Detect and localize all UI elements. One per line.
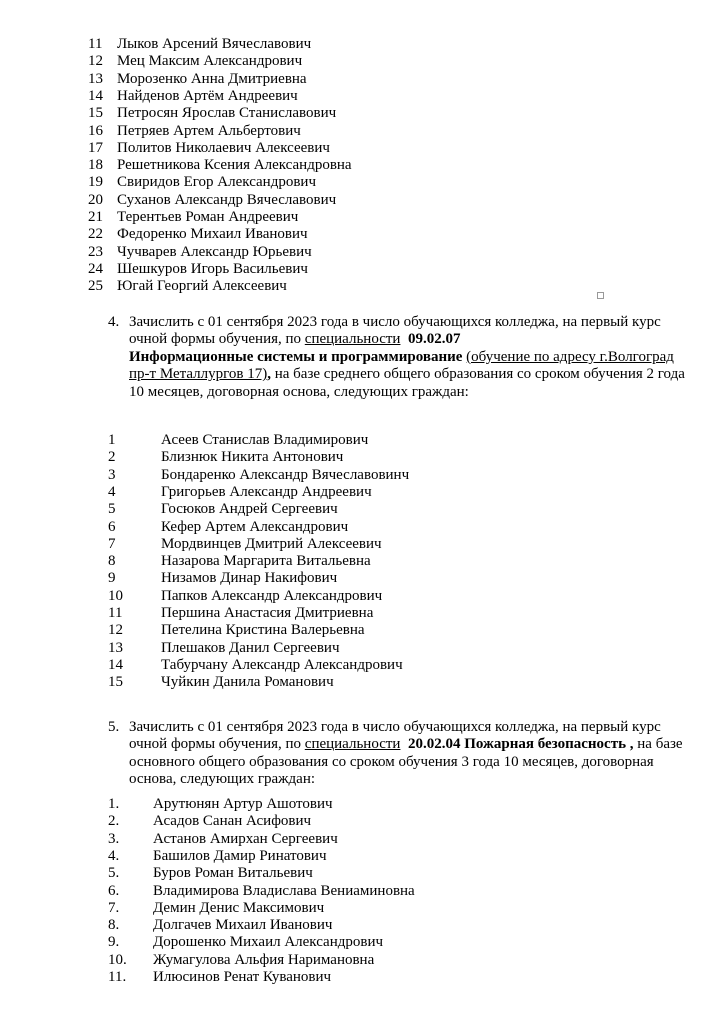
list-item	[0, 87, 723, 105]
student-name: Петросян Ярослав Станиславович	[117, 105, 337, 122]
list-item	[0, 916, 723, 934]
list-number: 7	[108, 535, 116, 552]
list-number: 1.	[108, 796, 120, 812]
student-name: Папков Александр Александрович	[161, 587, 383, 604]
student-name: Илюсинов Ренат Куванович	[153, 969, 332, 985]
student-name: Асеев Станислав Владимирович	[161, 432, 369, 448]
list-item	[0, 518, 723, 536]
list-item	[0, 812, 723, 830]
list-item	[0, 35, 723, 53]
list-number: 8	[108, 553, 116, 570]
list-number: 13	[108, 639, 123, 656]
student-name: Григорьев Александр Андреевич	[161, 483, 372, 500]
list-number: 14	[108, 656, 123, 673]
specialty-code-name: 20.02.04 Пожарная безопасность ,	[407, 736, 634, 753]
list-item	[0, 933, 723, 951]
list-number: 11	[88, 36, 103, 52]
list-item	[0, 500, 723, 518]
specialty-name: Информационные системы и программирование	[129, 348, 463, 365]
list-item	[0, 139, 723, 157]
list-item	[0, 951, 723, 969]
list-number: 11	[108, 605, 123, 621]
list-item	[0, 864, 723, 882]
list-number: 18	[88, 157, 103, 174]
student-name: Мордвинцев Дмитрий Алексеевич	[161, 535, 382, 552]
list-number: 20	[88, 191, 103, 208]
list-item	[0, 587, 723, 605]
list-item	[0, 968, 723, 986]
list-item	[0, 277, 723, 295]
list-number: 6.	[108, 882, 120, 899]
list-item	[0, 448, 723, 466]
student-name: Югай Георгий Алексеевич	[117, 278, 287, 295]
list-item	[0, 191, 723, 209]
list-number: 5.	[108, 865, 120, 882]
list-number: 24	[88, 260, 103, 277]
list-number: 3	[108, 466, 116, 483]
list-number: 16	[88, 122, 103, 139]
list-number: 7.	[108, 899, 120, 916]
list-item	[0, 243, 723, 261]
list-item	[0, 882, 723, 900]
student-name: Кефер Артем Александрович	[161, 518, 349, 535]
list-number: 11.	[108, 969, 127, 985]
student-name: Морозенко Анна Дмитриевна	[117, 70, 307, 87]
list-number: 10.	[108, 951, 127, 968]
student-name: Близнюк Никита Антонович	[161, 449, 344, 466]
list-number: 12	[88, 53, 103, 70]
list-number: 14	[88, 87, 103, 104]
list-number: 8.	[108, 917, 120, 934]
list-item	[0, 621, 723, 639]
list-number: 4.	[108, 847, 120, 864]
student-name: Чуйкин Данила Романович	[161, 674, 334, 691]
student-name: Першина Анастасия Дмитриевна	[161, 605, 374, 621]
list-number: 12	[108, 622, 123, 639]
list-item	[0, 604, 723, 622]
student-name: Башилов Дамир Ринатович	[153, 847, 327, 864]
list-number: 1	[108, 432, 116, 448]
list-number: 6	[108, 518, 116, 535]
list-item	[0, 173, 723, 191]
list-item	[0, 673, 723, 691]
student-name: Свиридов Егор Александрович	[117, 174, 316, 191]
student-name: Назарова Маргарита Витальевна	[161, 553, 371, 570]
list-item	[0, 156, 723, 174]
section-5-paragraph: Зачислить с 01 сентября 2023 года в число обучающихся колледжа, на первый курс очной формы обучения, по специальности 20.02.04 Пожарная безопасность , на базе основного общего образования со сроком обучения 3 года 10 месяцев, договорная основа, следующих граждан:	[129, 719, 683, 788]
list-item	[0, 483, 723, 501]
list-number: 22	[88, 226, 103, 243]
list-number: 13	[88, 70, 103, 87]
list-item	[0, 569, 723, 587]
student-name: Петелина Кристина Валерьевна	[161, 622, 365, 639]
student-name: Госюков Андрей Сергеевич	[161, 501, 338, 518]
list-item	[0, 208, 723, 226]
student-name: Арутюнян Артур Ашотович	[153, 796, 333, 812]
student-name: Шешкуров Игорь Васильевич	[117, 260, 308, 277]
student-name: Астанов Амирхан Сергеевич	[153, 830, 338, 847]
list-number: 5	[108, 501, 116, 518]
list-number: 23	[88, 243, 103, 260]
student-name: Найденов Артём Андреевич	[117, 87, 298, 104]
student-name: Низамов Динар Накифович	[161, 570, 338, 587]
list-item	[0, 656, 723, 674]
section-4-paragraph: Зачислить с 01 сентября 2023 года в число обучающихся колледжа, на первый курс очной формы обучения, по специальности 09.02.07 Информационные системы и программирование (обучение по адресу г.Волгоград пр-т Металлургов 17), на базе среднего общего образования со сроком обучения 2 года 10 месяцев, договорная основа, следующих граждан:	[129, 314, 685, 400]
list-item	[0, 260, 723, 278]
specialty-code: 09.02.07	[407, 331, 461, 348]
student-name: Петряев Артем Альбертович	[117, 122, 301, 139]
study-address: (обучение по адресу г.Волгоград пр-т Металлургов 17)	[129, 348, 674, 383]
list-number: 9	[108, 570, 116, 587]
list-number: 15	[108, 674, 123, 691]
section-5-number: 5.	[108, 719, 120, 735]
student-name: Лыков Арсений Вячеславович	[117, 36, 312, 52]
specialty-label: специальности	[304, 331, 401, 348]
list-item	[0, 225, 723, 243]
student-name: Мец Максим Александрович	[117, 53, 303, 70]
student-name: Бондаренко Александр Вячеславовинч	[161, 466, 410, 483]
list-item	[0, 899, 723, 917]
list-number: 25	[88, 278, 103, 295]
list-number: 2.	[108, 813, 120, 830]
student-name: Демин Денис Максимович	[153, 899, 325, 916]
list-number: 10	[108, 587, 123, 604]
student-name: Жумагулова Альфия Наримановна	[153, 951, 375, 968]
list-item	[0, 104, 723, 122]
student-name: Табурчану Александр Александрович	[161, 656, 403, 673]
student-name: Терентьев Роман Андреевич	[117, 209, 299, 225]
list-item	[0, 52, 723, 70]
list-number: 19	[88, 174, 103, 191]
list-item	[0, 795, 723, 813]
student-name: Решетникова Ксения Александровна	[117, 157, 352, 174]
list-item	[0, 431, 723, 449]
list-item	[0, 70, 723, 88]
paragraph-mark-icon	[597, 292, 604, 299]
student-name: Асадов Санан Асифович	[153, 813, 312, 830]
list-number: 17	[88, 139, 103, 156]
student-name: Плешаков Данил Сергеевич	[161, 639, 340, 656]
list-number: 15	[88, 105, 103, 122]
student-name: Буров Роман Витальевич	[153, 865, 313, 882]
student-name: Политов Николаевич Алексеевич	[117, 139, 330, 156]
list-number: 3.	[108, 830, 120, 847]
specialty-label: специальности	[304, 736, 401, 753]
student-name: Дорошенко Михаил Александрович	[153, 934, 384, 951]
list-item	[0, 552, 723, 570]
student-name: Суханов Александр Вячеславович	[117, 191, 337, 208]
list-item	[0, 847, 723, 865]
list-item	[0, 535, 723, 553]
list-number: 4	[108, 483, 116, 500]
list-number: 2	[108, 449, 116, 466]
section-4-number: 4.	[108, 314, 120, 330]
list-number: 9.	[108, 934, 120, 951]
student-name: Чучварев Александр Юрьевич	[117, 243, 312, 260]
list-item	[0, 122, 723, 140]
list-number: 21	[88, 209, 103, 225]
list-item	[0, 466, 723, 484]
student-name: Федоренко Михаил Иванович	[117, 226, 308, 243]
list-item	[0, 830, 723, 848]
student-name: Владимирова Владислава Вениаминовна	[153, 882, 415, 899]
list-item	[0, 639, 723, 657]
student-name: Долгачев Михаил Иванович	[153, 917, 333, 934]
